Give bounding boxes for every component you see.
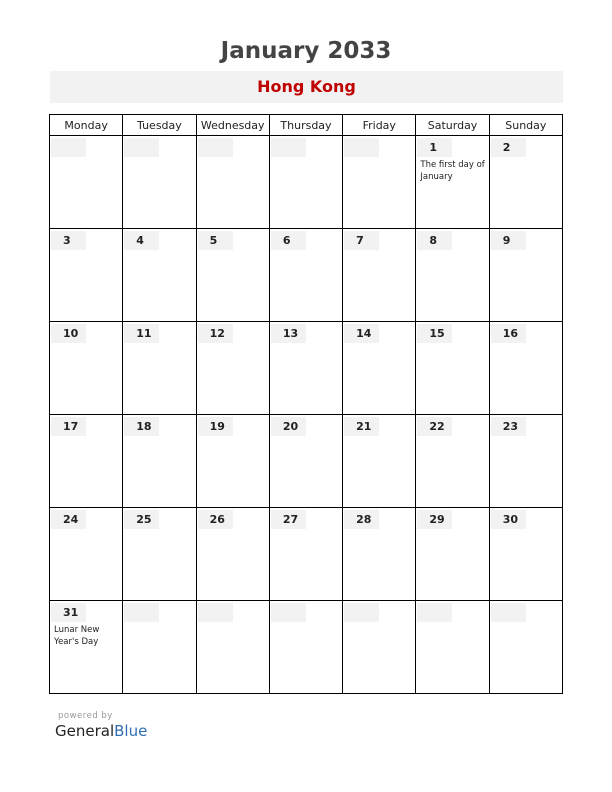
day-number: 21 <box>344 417 379 436</box>
empty-day-marker <box>124 603 159 622</box>
day-cell <box>489 229 562 322</box>
day-cell <box>123 508 196 601</box>
day-cell <box>123 601 196 694</box>
generalblue-logo <box>55 722 147 740</box>
calendar-week-row <box>50 601 563 694</box>
empty-day-marker <box>51 138 86 157</box>
day-cell <box>269 601 342 694</box>
day-cell <box>489 322 562 415</box>
day-cell <box>416 322 489 415</box>
day-number: 26 <box>198 510 233 529</box>
day-cell <box>343 322 416 415</box>
weekday-wednesday: Wednesday <box>196 115 269 136</box>
day-number: 1 <box>417 138 452 157</box>
day-cell <box>343 415 416 508</box>
day-cell <box>196 322 269 415</box>
day-number: 20 <box>271 417 306 436</box>
empty-day-marker <box>198 138 233 157</box>
weekday-tuesday: Tuesday <box>123 115 196 136</box>
brand-general: General <box>55 722 115 740</box>
day-cell <box>123 322 196 415</box>
day-cell <box>196 415 269 508</box>
day-cell <box>50 601 123 694</box>
day-cell <box>269 415 342 508</box>
weekday-saturday: Saturday <box>416 115 489 136</box>
calendar-week-row <box>50 136 563 229</box>
day-number: 3 <box>51 231 86 250</box>
day-number: 23 <box>491 417 526 436</box>
day-number: 29 <box>417 510 452 529</box>
day-cell <box>50 415 123 508</box>
day-cell <box>196 601 269 694</box>
day-number: 19 <box>198 417 233 436</box>
day-cell <box>50 508 123 601</box>
day-number: 13 <box>271 324 306 343</box>
day-number: 8 <box>417 231 452 250</box>
day-number: 27 <box>271 510 306 529</box>
day-cell <box>489 508 562 601</box>
weekday-thursday: Thursday <box>269 115 342 136</box>
day-cell <box>269 136 342 229</box>
day-cell <box>123 136 196 229</box>
region-banner: Hong Kong <box>50 71 563 103</box>
day-cell <box>50 136 123 229</box>
empty-day-marker <box>491 603 526 622</box>
day-cell <box>269 508 342 601</box>
empty-day-marker <box>271 603 306 622</box>
day-cell <box>416 229 489 322</box>
day-number: 30 <box>491 510 526 529</box>
empty-day-marker <box>271 138 306 157</box>
weekday-monday: Monday <box>50 115 123 136</box>
calendar-grid <box>49 114 563 694</box>
calendar-week-row <box>50 508 563 601</box>
weekday-sunday: Sunday <box>489 115 562 136</box>
day-cell <box>416 136 489 229</box>
day-number: 31 <box>51 603 86 622</box>
day-number: 9 <box>491 231 526 250</box>
day-cell <box>196 136 269 229</box>
day-cell <box>416 415 489 508</box>
calendar-week-row <box>50 322 563 415</box>
day-cell <box>489 136 562 229</box>
day-number: 28 <box>344 510 379 529</box>
day-cell <box>123 229 196 322</box>
brand-blue: Blue <box>114 722 148 740</box>
powered-by-text: powered by <box>58 711 113 721</box>
day-number: 15 <box>417 324 452 343</box>
day-cell <box>50 322 123 415</box>
day-number: 24 <box>51 510 86 529</box>
day-cell <box>269 322 342 415</box>
day-cell <box>489 601 562 694</box>
calendar-title: January 2033 <box>220 38 392 64</box>
day-cell <box>489 415 562 508</box>
day-cell <box>50 229 123 322</box>
day-number: 4 <box>124 231 159 250</box>
day-cell <box>416 508 489 601</box>
day-number: 10 <box>51 324 86 343</box>
calendar-week-row <box>50 415 563 508</box>
day-number: 12 <box>198 324 233 343</box>
empty-day-marker <box>344 138 379 157</box>
empty-day-marker <box>198 603 233 622</box>
day-cell <box>416 601 489 694</box>
weekday-friday: Friday <box>343 115 416 136</box>
day-number: 16 <box>491 324 526 343</box>
empty-day-marker <box>124 138 159 157</box>
day-number: 14 <box>344 324 379 343</box>
day-number: 2 <box>491 138 526 157</box>
day-cell <box>343 229 416 322</box>
day-number: 7 <box>344 231 379 250</box>
weekday-header-row <box>50 115 563 136</box>
holiday-note: Lunar New Year's Day <box>54 625 100 647</box>
day-cell <box>196 229 269 322</box>
day-cell <box>343 136 416 229</box>
day-cell <box>343 508 416 601</box>
day-number: 11 <box>124 324 159 343</box>
day-number: 25 <box>124 510 159 529</box>
calendar-week-row <box>50 229 563 322</box>
day-number: 22 <box>417 417 452 436</box>
day-cell <box>123 415 196 508</box>
day-cell <box>196 508 269 601</box>
day-number: 6 <box>271 231 306 250</box>
day-cell <box>343 601 416 694</box>
day-number: 17 <box>51 417 86 436</box>
holiday-note: The first day of January <box>420 160 485 182</box>
empty-day-marker <box>344 603 379 622</box>
day-number: 5 <box>198 231 233 250</box>
day-cell <box>269 229 342 322</box>
day-number: 18 <box>124 417 159 436</box>
empty-day-marker <box>417 603 452 622</box>
